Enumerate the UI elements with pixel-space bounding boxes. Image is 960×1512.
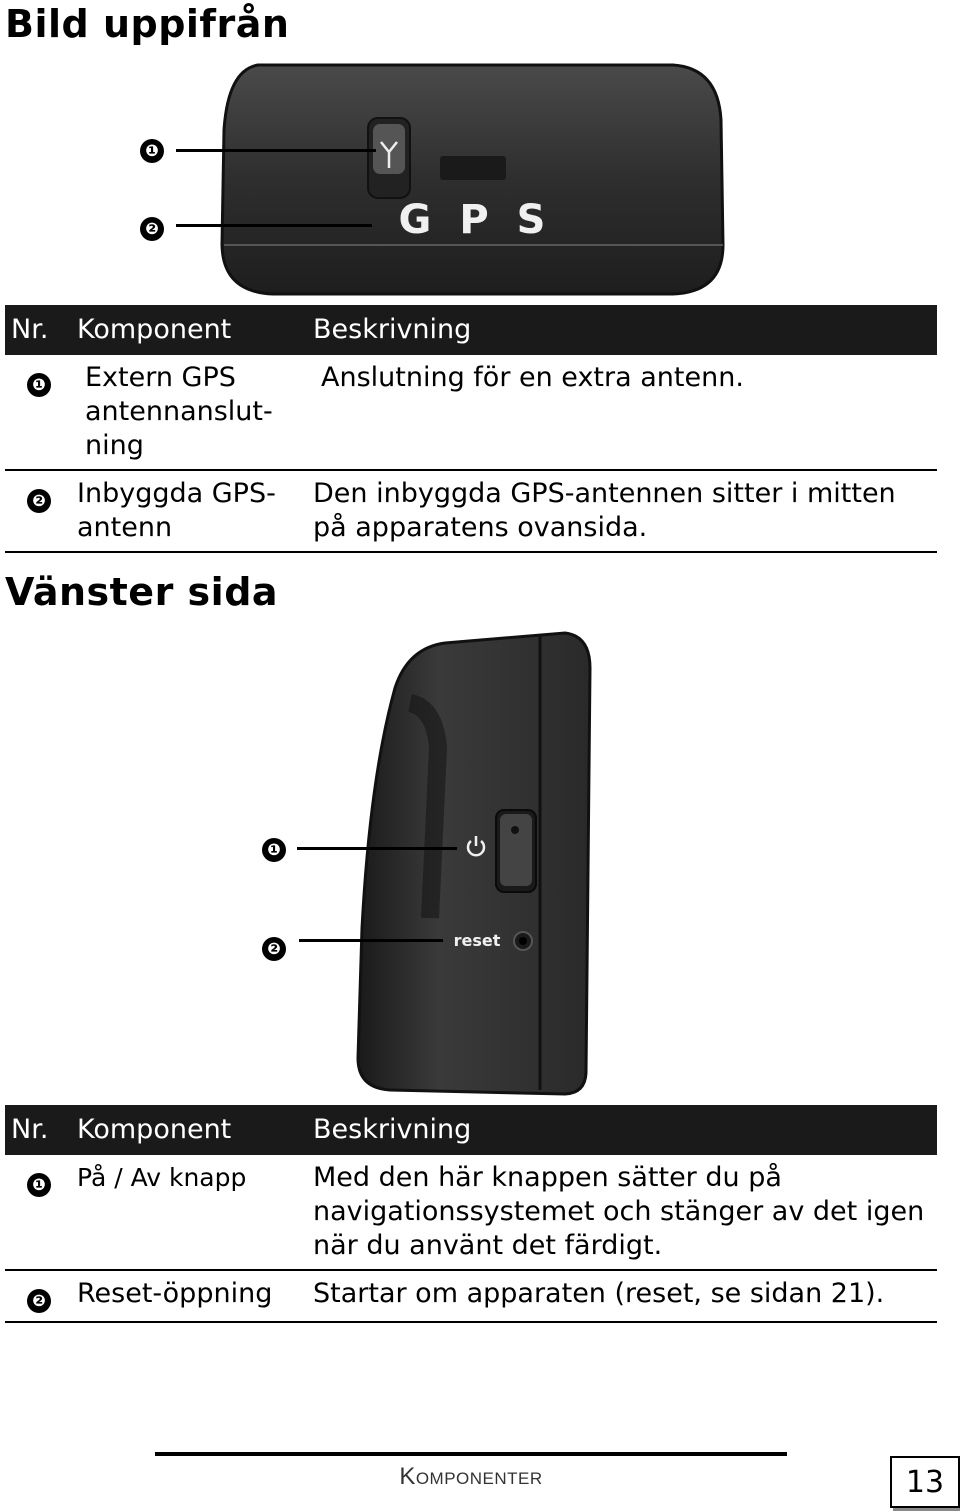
column-header-nr: Nr.	[5, 305, 77, 355]
component-cell: Reset-öppning	[77, 1270, 313, 1322]
leader-line-1	[176, 149, 376, 152]
column-header-component: Komponent	[77, 305, 313, 355]
gps-label: GPS	[398, 197, 574, 243]
column-header-description: Beskrivning	[313, 1105, 937, 1155]
callout-2-side: ❷	[262, 937, 286, 961]
description-cell: Anslutning för en extra antenn.	[313, 355, 937, 470]
callout-1-top: ❶	[140, 139, 164, 163]
row-number-badge: ❶	[27, 373, 51, 397]
table-header-row	[5, 1105, 937, 1155]
leader-line-2	[299, 939, 443, 942]
description-cell: Med den här knappen sätter du på navigationssystemet och stänger av det igen när du använt det färdigt.	[313, 1155, 937, 1270]
table-row	[5, 355, 937, 470]
table-header-row	[5, 305, 937, 355]
column-header-component: Komponent	[77, 1105, 313, 1155]
table-row	[5, 1270, 937, 1322]
column-header-description: Beskrivning	[313, 305, 937, 355]
table-row	[5, 1155, 937, 1270]
footer-chapter-title: Komponenter	[399, 1463, 543, 1490]
left-side-components-table	[5, 1105, 937, 1323]
description-cell: Startar om apparaten (reset, se sidan 21).	[313, 1270, 937, 1322]
component-cell: På / Av knapp	[77, 1155, 313, 1270]
gps-device-left-side-illustration	[350, 628, 595, 1098]
table-row	[5, 470, 937, 552]
column-header-nr: Nr.	[5, 1105, 77, 1155]
row-number-badge: ❷	[27, 489, 51, 513]
section-heading-top-view: Bild uppifrån	[5, 2, 290, 46]
leader-line-1	[297, 847, 457, 850]
leader-line-2	[176, 224, 372, 227]
description-cell: Den inbyggda GPS-antennen sitter i mitten på apparatens ovansida.	[313, 470, 937, 552]
component-cell: Inbyggda GPS-antenn	[77, 470, 313, 552]
top-view-components-table	[5, 305, 937, 553]
component-cell: Extern GPS antennanslut-ning	[77, 355, 313, 470]
reset-label: reset	[453, 931, 501, 950]
gps-device-top-illustration	[218, 60, 728, 300]
footer-rule	[155, 1452, 787, 1456]
section-heading-left-side: Vänster sida	[5, 570, 279, 614]
row-number-badge: ❶	[27, 1173, 51, 1197]
callout-2-top: ❷	[140, 217, 164, 241]
callout-1-side: ❶	[262, 838, 286, 862]
row-number-badge: ❷	[27, 1289, 51, 1313]
page-number: 13	[890, 1456, 960, 1508]
